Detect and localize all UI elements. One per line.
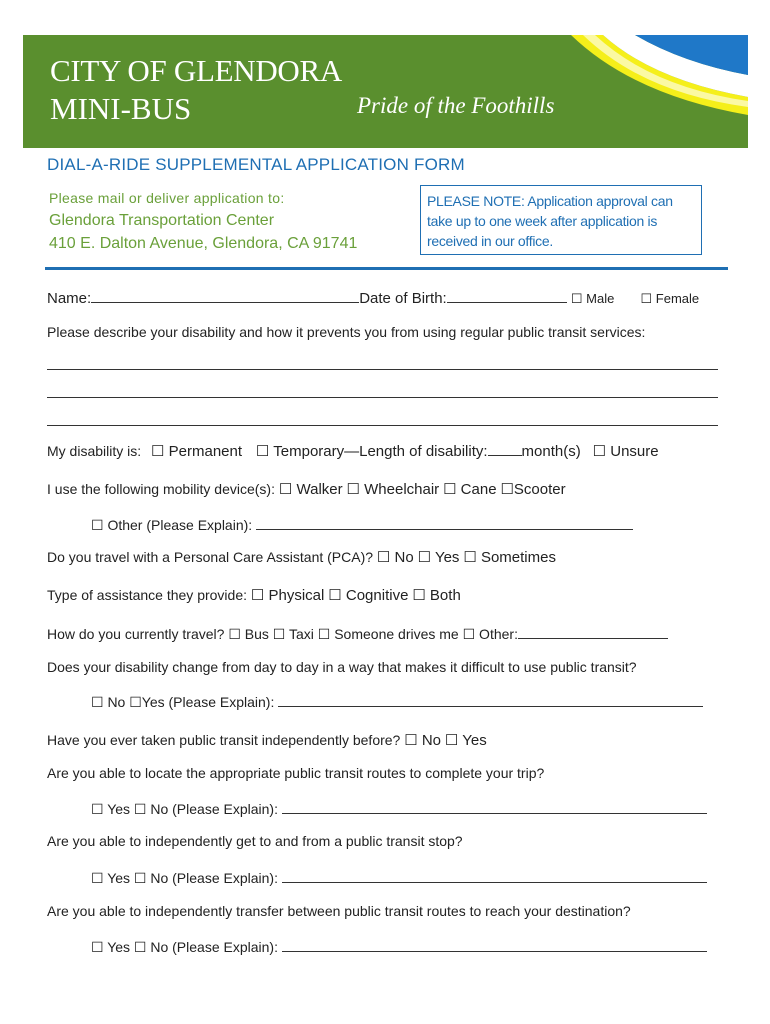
banner-title-line1: CITY OF GLENDORA [50, 53, 342, 88]
stop-question: Are you able to independently get to and from a public transit stop? [47, 833, 463, 849]
locate-explain-field[interactable] [282, 799, 707, 814]
transfer-yes-checkbox[interactable]: ☐ Yes [91, 939, 131, 955]
transfer-no-checkbox[interactable]: ☐ No (Please Explain): [133, 939, 278, 955]
divider [45, 267, 728, 270]
wheelchair-checkbox[interactable]: ☐ Wheelchair [346, 481, 440, 498]
describe-line-2[interactable] [47, 397, 718, 398]
mobility-device-label: I use the following mobility device(s): [47, 481, 275, 497]
disability-type-row [47, 441, 659, 460]
walker-checkbox[interactable]: ☐ Walker [278, 481, 343, 498]
stop-explain-field[interactable] [282, 868, 707, 883]
both-checkbox[interactable]: ☐ Both [412, 587, 461, 604]
travel-label: How do you currently travel? [47, 626, 225, 642]
mobility-device-row [47, 480, 566, 498]
header-banner [23, 35, 748, 148]
temporary-checkbox[interactable]: ☐ Temporary—Length of disability: [255, 443, 488, 460]
change-no-checkbox[interactable]: ☐ No [91, 694, 126, 710]
pca-row [47, 548, 556, 566]
banner-tagline: Pride of the Foothills [357, 93, 555, 118]
transfer-explain-field[interactable] [282, 937, 707, 952]
cognitive-checkbox[interactable]: ☐ Cognitive [328, 587, 409, 604]
mail-recipient: Glendora Transportation Center [49, 212, 275, 229]
transfer-answer-row [91, 937, 707, 956]
change-question: Does your disability change from day to day in a way that makes it difficult to use public transit? [47, 659, 637, 675]
stop-no-checkbox[interactable]: ☐ No (Please Explain): [133, 870, 278, 886]
bus-checkbox[interactable]: ☐ Bus [228, 626, 269, 642]
other-device-checkbox[interactable]: ☐ Other (Please Explain): [91, 517, 253, 533]
other-travel-checkbox[interactable]: ☐ Other: [462, 626, 518, 642]
other-travel-field[interactable] [518, 624, 668, 639]
months-field[interactable] [488, 441, 522, 456]
name-label: Name: [47, 290, 92, 307]
banner-title-line2: MINI-BUS [50, 91, 192, 126]
dob-label: Date of Birth: [359, 290, 447, 307]
mail-address: 410 E. Dalton Avenue, Glendora, CA 91741 [49, 235, 358, 252]
travel-row [47, 624, 668, 643]
pca-yes-checkbox[interactable]: ☐ Yes [417, 549, 460, 566]
approval-note-box: PLEASE NOTE: Application approval can take up to one week after application is received in our office. [420, 185, 702, 255]
pca-label: Do you travel with a Personal Care Assistant (PCA)? [47, 549, 374, 565]
male-checkbox[interactable]: ☐ Male [570, 291, 615, 306]
transfer-question: Are you able to independently transfer between public transit routes to reach your destination? [47, 903, 631, 919]
months-label: month(s) [521, 443, 581, 460]
assistance-label: Type of assistance they provide: [47, 587, 247, 603]
disability-type-label: My disability is: [47, 443, 142, 459]
name-dob-row [47, 288, 699, 307]
female-checkbox[interactable]: ☐ Female [640, 291, 700, 306]
permanent-checkbox[interactable]: ☐ Permanent [151, 443, 243, 460]
form-title: DIAL-A-RIDE SUPPLEMENTAL APPLICATION FORM [47, 155, 465, 174]
mail-instructions: Please mail or deliver application to: [49, 190, 285, 206]
locate-question: Are you able to locate the appropriate public transit routes to complete your trip? [47, 765, 545, 781]
other-device-row [91, 515, 633, 534]
assistance-row [47, 586, 461, 604]
describe-question: Please describe your disability and how it prevents you from using regular public transit services: [47, 324, 646, 340]
someone-drives-checkbox[interactable]: ☐ Someone drives me [317, 626, 459, 642]
change-yes-checkbox[interactable]: ☐Yes (Please Explain): [129, 694, 275, 710]
pca-sometimes-checkbox[interactable]: ☐ Sometimes [463, 549, 556, 566]
before-yes-checkbox[interactable]: ☐ Yes [444, 732, 487, 749]
before-label: Have you ever taken public transit independently before? [47, 732, 401, 748]
pca-no-checkbox[interactable]: ☐ No [376, 549, 414, 566]
dob-field[interactable] [447, 288, 567, 303]
change-answer-row [91, 692, 703, 711]
locate-no-checkbox[interactable]: ☐ No (Please Explain): [133, 801, 278, 817]
other-device-field[interactable] [256, 515, 633, 530]
taxi-checkbox[interactable]: ☐ Taxi [272, 626, 314, 642]
describe-line-3[interactable] [47, 425, 718, 426]
cane-checkbox[interactable]: ☐ Cane [443, 481, 497, 498]
describe-line-1[interactable] [47, 369, 718, 370]
before-row [47, 731, 487, 749]
name-field[interactable] [91, 288, 359, 303]
locate-yes-checkbox[interactable]: ☐ Yes [91, 801, 131, 817]
change-explain-field[interactable] [278, 692, 703, 707]
scooter-checkbox[interactable]: ☐Scooter [500, 481, 566, 498]
unsure-checkbox[interactable]: ☐ Unsure [592, 443, 659, 460]
stop-answer-row [91, 868, 707, 887]
before-no-checkbox[interactable]: ☐ No [404, 732, 442, 749]
locate-answer-row [91, 799, 707, 818]
stop-yes-checkbox[interactable]: ☐ Yes [91, 870, 131, 886]
physical-checkbox[interactable]: ☐ Physical [250, 587, 325, 604]
